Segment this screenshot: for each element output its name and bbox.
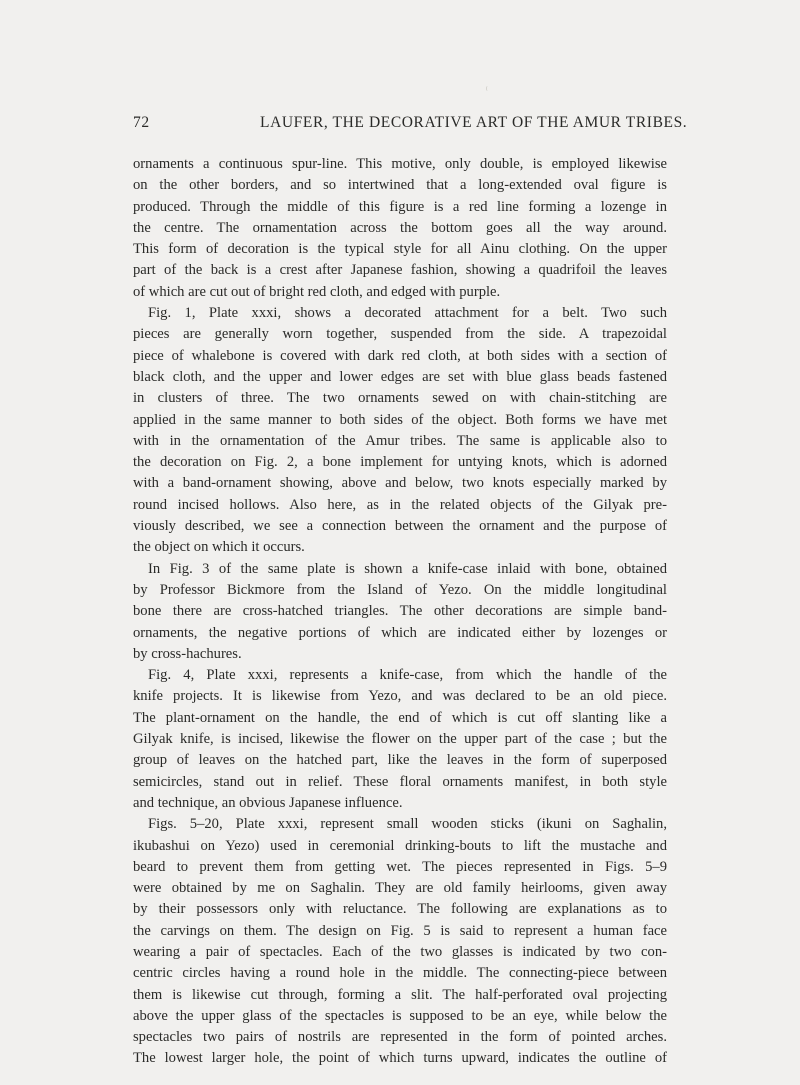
text-line: pieces are generally worn together, suspended from the side. A trapezoidal <box>133 326 667 343</box>
text-line: ikubashui on Yezo) used in ceremonial drinking-bouts to lift the mustache and <box>133 837 667 854</box>
text-line: The plant-ornament on the handle, the end of which is cut off slanting like a <box>133 709 667 726</box>
text-line: on the other borders, and so intertwined that a long-extended oval figure is <box>133 177 667 194</box>
text-line: the carvings on them. The design on Fig. 5 is said to represent a human face <box>133 922 667 939</box>
text-line: by their possessors only with reluctance. The following are explanations as to <box>133 901 667 918</box>
text-line: them is likewise cut through, forming a slit. The half-perforated oval projecting <box>133 986 667 1003</box>
text-line: spectacles two pairs of nostrils are represented in the form of pointed arches. <box>133 1029 667 1046</box>
text-line: applied in the same manner to both sides of the object. Both forms we have met <box>133 411 667 428</box>
text-line: by Professor Bickmore from the Island of Yezo. On the middle longitudinal <box>133 581 667 598</box>
text-line: the decoration on Fig. 2, a bone implement for untying knots, which is adorned <box>133 454 667 471</box>
text-line: Gilyak knife, is incised, likewise the flower on the upper part of the case ; but the <box>133 731 667 748</box>
text-line: by cross-hachures. <box>133 645 242 662</box>
text-line: This form of decoration is the typical style for all Ainu clothing. On the upper <box>133 241 667 258</box>
text-line: group of leaves on the hatched part, like the leaves in the form of superposed <box>133 752 667 769</box>
text-line: part of the back is a crest after Japanese fashion, showing a quadrifoil the leaves <box>133 262 667 279</box>
text-line: semicircles, stand out in relief. These floral ornaments manifest, in both style <box>133 773 667 790</box>
text-line: produced. Through the middle of this figure is a red line forming a lozenge in <box>133 198 667 215</box>
text-line: and technique, an obvious Japanese influence. <box>133 794 403 811</box>
text-line: In Fig. 3 of the same plate is shown a knife-case inlaid with bone, obtained <box>148 560 667 577</box>
text-line: with in the ornamentation of the Amur tribes. The same is applicable also to <box>133 432 667 449</box>
text-line: knife projects. It is likewise from Yezo, and was declared to be an old piece. <box>133 688 667 705</box>
page-number: 72 <box>133 114 150 131</box>
text-line: viously described, we see a connection between the ornament and the purpose of <box>133 518 667 535</box>
running-title: LAUFER, THE DECORATIVE ART OF THE AMUR TRIBES. <box>260 114 688 131</box>
text-line: Fig. 4, Plate xxxi, represents a knife-case, from which the handle of the <box>148 667 667 684</box>
text-line: round incised hollows. Also here, as in the related objects of the Gilyak pre- <box>133 496 667 513</box>
text-line: The lowest larger hole, the point of which turns upward, indicates the outline of <box>133 1050 667 1067</box>
text-line: the object on which it occurs. <box>133 539 305 556</box>
text-line: beard to prevent them from getting wet. The pieces represented in Figs. 5–9 <box>133 858 667 875</box>
text-line: bone there are cross-hatched triangles. The other decorations are simple band- <box>133 603 667 620</box>
text-line: ornaments a continuous spur-line. This motive, only double, is employed likewise <box>133 156 667 172</box>
text-line: Fig. 1, Plate xxxi, shows a decorated attachment for a belt. Two such <box>148 305 667 322</box>
text-line: above the upper glass of the spectacles is supposed to be an eye, while below the <box>133 1007 667 1024</box>
text-line: were obtained by me on Saghalin. They are old family heirlooms, given away <box>133 880 667 897</box>
text-line: black cloth, and the upper and lower edges are set with blue glass beads fastened <box>133 368 667 385</box>
page-header <box>133 114 688 136</box>
text-line: ornaments, the negative portions of which are indicated either by lozenges or <box>133 624 667 641</box>
text-line: centric circles having a round hole in the middle. The connecting-piece between <box>133 965 667 982</box>
text-line: the centre. The ornamentation across the bottom goes all the way around. <box>133 219 667 236</box>
text-line: wearing a pair of spectacles. Each of the two glasses is indicated by two con- <box>133 943 667 960</box>
text-line: in clusters of three. The two ornaments sewed on with chain-stitching are <box>133 390 667 407</box>
text-line: Figs. 5–20, Plate xxxi, represent small wooden sticks (ikuni on Saghalin, <box>148 816 667 833</box>
paper-speck <box>486 86 490 91</box>
text-line: with a band-ornament showing, above and below, two knots especially marked by <box>133 475 667 492</box>
body-text <box>133 154 667 1070</box>
text-line: of which are cut out of bright red cloth, and edged with purple. <box>133 283 501 300</box>
text-line: piece of whalebone is covered with dark red cloth, at both sides with a section of <box>133 347 667 364</box>
